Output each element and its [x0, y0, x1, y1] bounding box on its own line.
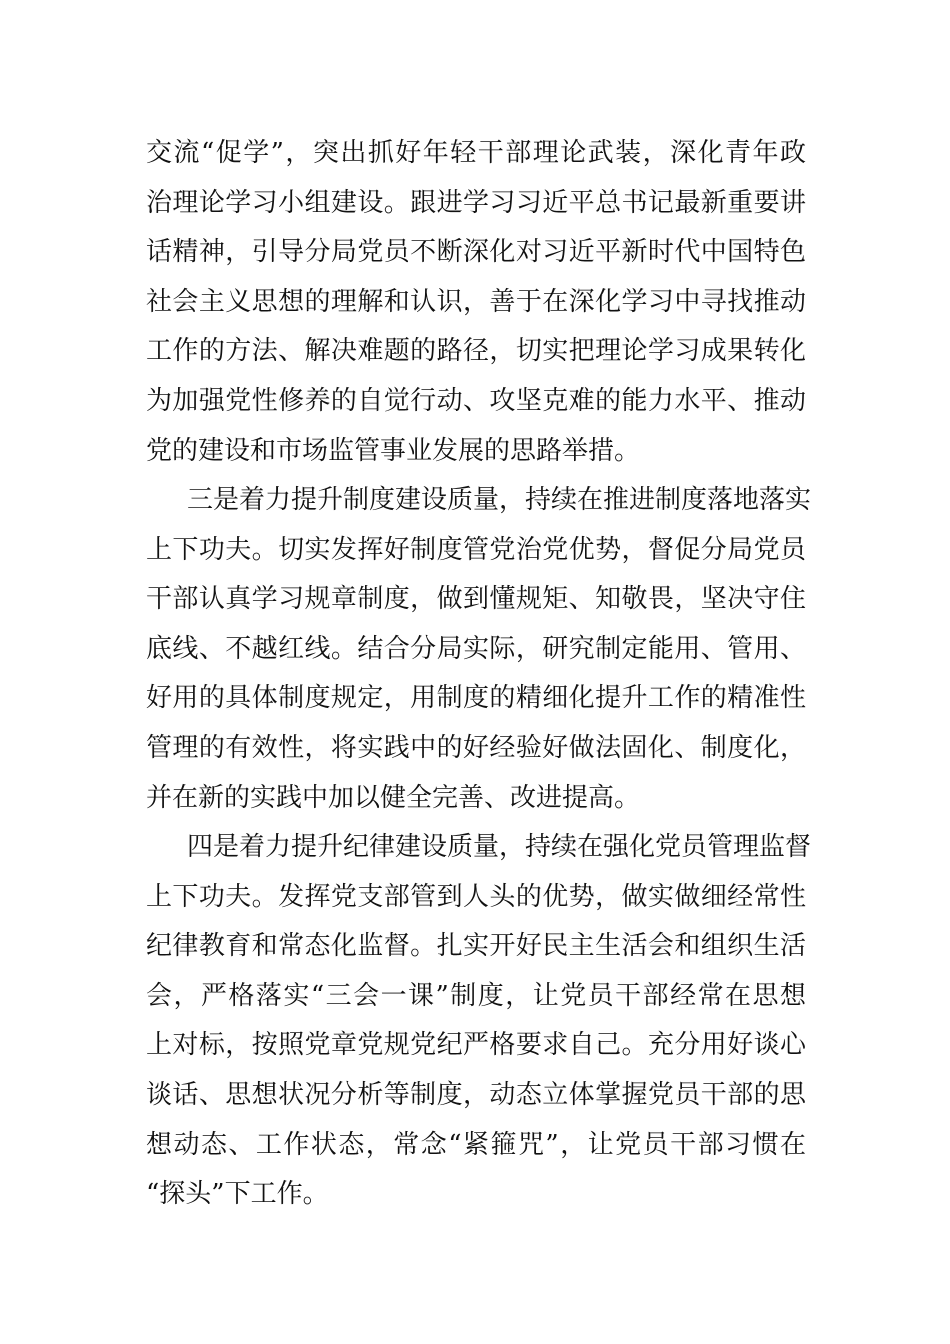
text-line: “探头”下工作。: [146, 1179, 329, 1210]
text-line: 纪律教育和常态化监督。扎实开好民主生活会和组织生活: [146, 931, 806, 962]
text-line: 底线、不越红线。结合分局实际，研究制定能用、管用、: [146, 633, 806, 664]
text-line: 四是着力提升纪律建设质量，持续在强化党员管理监督: [187, 832, 812, 862]
text-line: 上下功夫。发挥党支部管到人头的优势，做实做细经常性: [146, 881, 806, 912]
text-line: 会，严格落实“三会一课”制度，让党员干部经常在思想: [146, 980, 806, 1011]
text-line: 管理的有效性，将实践中的好经验好做法固化、制度化，: [146, 732, 806, 763]
paragraph-continuation: [146, 129, 806, 476]
text-line: 好用的具体制度规定，用制度的精细化提升工作的精准性: [146, 683, 806, 714]
text-line: 上对标，按照党章党规党纪严格要求自己。充分用好谈心: [146, 1030, 806, 1061]
text-line: 话精神，引导分局党员不断深化对习近平新时代中国特色: [146, 237, 806, 268]
text-line: 为加强党性修养的自觉行动、攻坚克难的能力水平、推动: [146, 385, 806, 416]
text-line: 并在新的实践中加以健全完善、改进提高。: [146, 782, 641, 813]
text-line: 工作的方法、解决难题的路径，切实把理论学习成果转化: [146, 336, 806, 367]
text-line: 上下功夫。切实发挥好制度管党治党优势，督促分局党员: [146, 534, 806, 565]
text-line: 干部认真学习规章制度，做到懂规矩、知敬畏，坚决守住: [146, 584, 806, 615]
text-line: 社会主义思想的理解和认识，善于在深化学习中寻找推动: [146, 286, 806, 317]
text-line: 交流“促学”，突出抓好年轻干部理论武装，深化青年政: [146, 138, 806, 168]
paragraph-four: [146, 823, 812, 1220]
text-line: 党的建设和市场监管事业发展的思路举措。: [146, 435, 641, 466]
text-line: 谈话、思想状况分析等制度，动态立体掌握党员干部的思: [146, 1079, 806, 1110]
text-line: 想动态、工作状态，常念“紧箍咒”，让党员干部习惯在: [146, 1129, 806, 1160]
text-line: 三是着力提升制度建设质量，持续在推进制度落地落实: [187, 485, 812, 515]
text-line: 治理论学习小组建设。跟进学习习近平总书记最新重要讲: [146, 187, 806, 218]
paragraph-three: [146, 476, 812, 823]
